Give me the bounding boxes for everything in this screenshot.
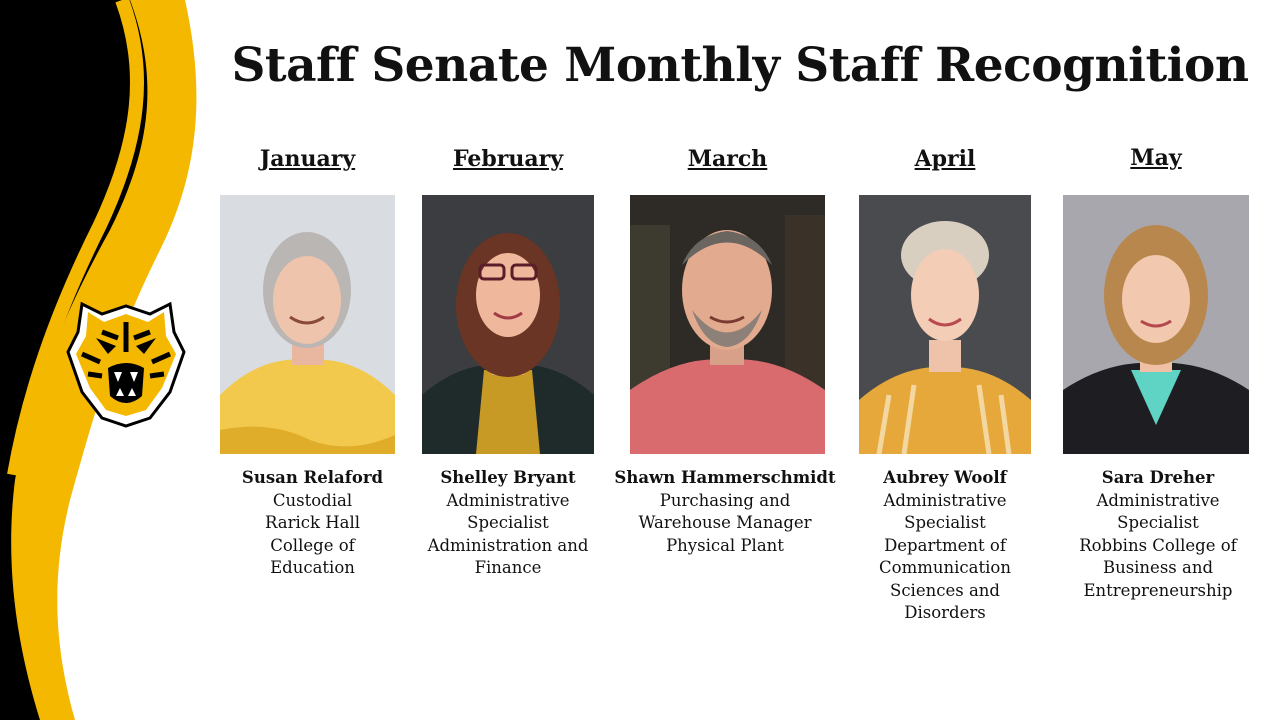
recipient-caption-february — [405, 467, 611, 580]
recipient-detail-line: Finance — [474, 558, 542, 577]
recipient-name: Susan Relaford — [241, 468, 384, 487]
month-heading-march: March — [687, 146, 768, 172]
month-heading-february: February — [452, 146, 563, 172]
recipient-detail-line: Administrative — [446, 490, 570, 510]
recipient-detail-line: Physical Plant — [666, 535, 784, 555]
recipient-detail-line: Specialist — [904, 513, 986, 532]
portrait-photo-march — [630, 195, 825, 454]
recipient-detail-line: Disorders — [904, 603, 986, 622]
recipient-detail-line: Administrative — [883, 490, 1007, 510]
recipient-detail-line: Robbins College of — [1079, 535, 1237, 555]
portrait-photo-may — [1063, 195, 1249, 454]
portrait-photo-april — [859, 195, 1031, 454]
recipient-caption-may — [1053, 467, 1263, 602]
recipient-detail-line: Sciences and — [890, 580, 1000, 600]
tiger-head-icon — [62, 292, 190, 430]
recipient-caption-march — [612, 467, 838, 557]
recipient-name: Shawn Hammerschmidt — [614, 468, 836, 487]
recipient-detail-line: Administration and — [427, 535, 589, 555]
portrait-photo-january — [220, 195, 395, 454]
recipient-name: Shelley Bryant — [440, 468, 576, 487]
recipient-caption-january — [205, 467, 420, 580]
slide-title: Staff Senate Monthly Staff Recognition — [231, 38, 1249, 93]
month-heading-may: May — [1130, 145, 1182, 171]
recipient-detail-line: Administrative — [1096, 490, 1220, 510]
recipient-detail-line: Business and — [1102, 558, 1214, 577]
recipient-name: Aubrey Woolf — [883, 468, 1007, 487]
month-heading-april: April — [914, 146, 976, 172]
recipient-detail-line: Entrepreneurship — [1083, 580, 1233, 600]
recipient-caption-april — [841, 467, 1049, 625]
recipient-detail-line: Communication — [879, 558, 1011, 577]
recipient-detail-line: Purchasing and — [659, 490, 791, 510]
recipient-detail-line: College of — [270, 535, 355, 555]
portrait-photo-february — [422, 195, 594, 454]
recipient-detail-line: Custodial — [272, 490, 353, 510]
recipient-detail-line: Rarick Hall — [264, 513, 361, 532]
recipient-detail-line: Specialist — [467, 513, 549, 532]
recipient-detail-line: Warehouse Manager — [638, 513, 812, 532]
month-heading-january: January — [259, 146, 356, 172]
recipient-detail-line: Education — [270, 558, 355, 577]
recipient-detail-line: Specialist — [1117, 513, 1199, 532]
recipient-detail-line: Department of — [884, 535, 1006, 555]
recipient-name: Sara Dreher — [1101, 468, 1215, 487]
